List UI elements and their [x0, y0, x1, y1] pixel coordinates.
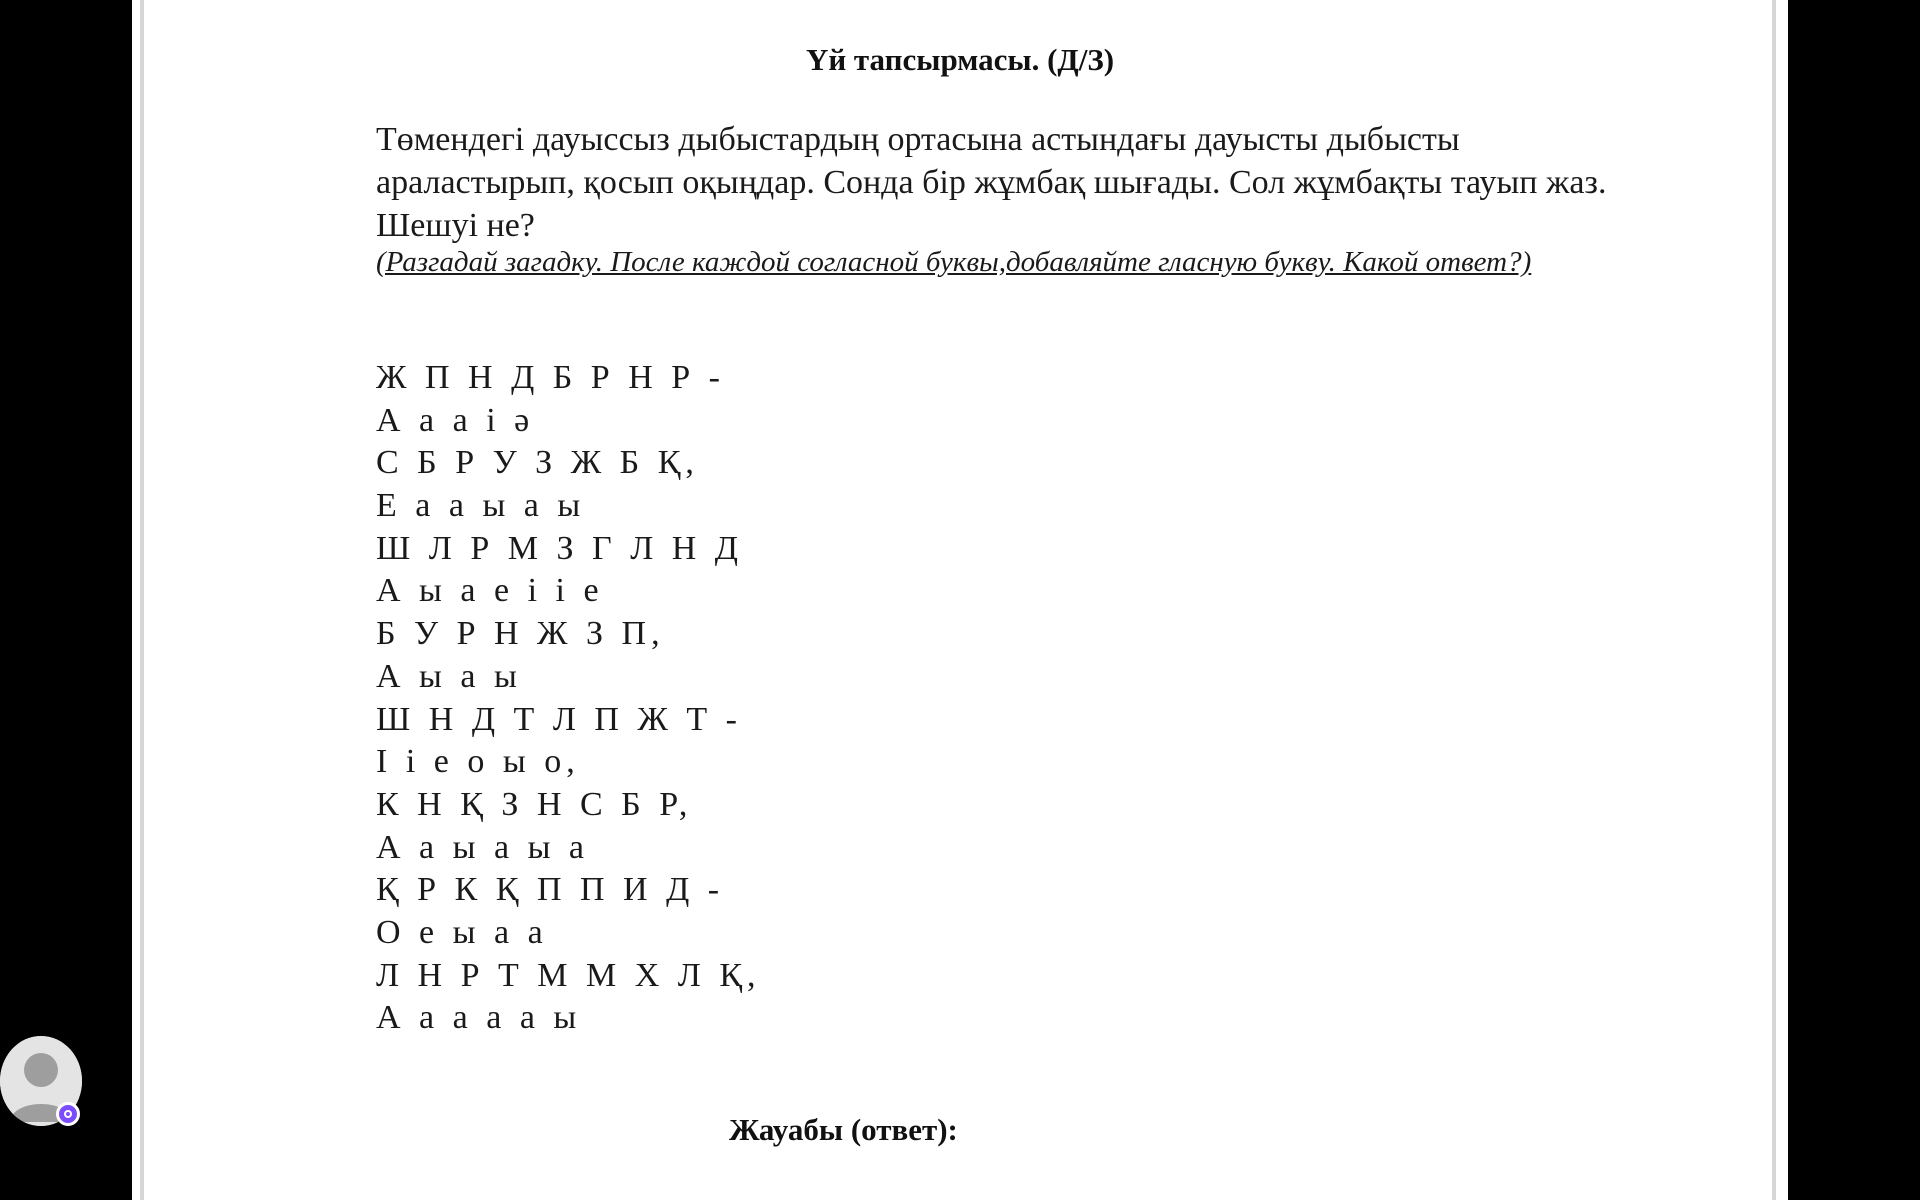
page-border-left [140, 0, 144, 1200]
puzzle-consonants-line: Л Н Р Т М М Х Л Қ, [376, 956, 761, 994]
answer-label: Жауабы (ответ): [729, 1112, 958, 1147]
status-badge-icon [56, 1102, 80, 1126]
puzzle-consonants-line: С Б Р У З Ж Б Қ, [376, 444, 699, 482]
puzzle-vowels-line: І і е о ы о, [376, 743, 580, 781]
puzzle-vowels-line: А ы а е і і е [376, 572, 604, 610]
puzzle-vowels-line: О е ы а а [376, 913, 548, 951]
puzzle-consonants-line: Ш Л Р М З Г Л Н Д [376, 529, 743, 567]
puzzle-consonants-line: Қ Р К Қ П П И Д - [376, 871, 725, 909]
puzzle-consonants-line: Б У Р Н Ж З П, [376, 615, 665, 653]
puzzle-vowels-line: А а ы а ы а [376, 828, 590, 866]
puzzle-consonants-line: Ш Н Д Т Л П Ж Т - [376, 700, 742, 738]
puzzle-letter-list [376, 357, 761, 1040]
puzzle-vowels-line: А а а і ә [376, 401, 535, 439]
puzzle-consonants-line: К Н Қ З Н С Б Р, [376, 785, 693, 823]
puzzle-vowels-line: Е а а ы а ы [376, 487, 586, 525]
document-title: Үй тапсырмасы. (Д/З) [805, 42, 1115, 77]
puzzle-consonants-line: Ж П Н Д Б Р Н Р - [376, 359, 725, 396]
page-border-right [1772, 0, 1776, 1200]
puzzle-vowels-line: А а а а а ы [376, 999, 582, 1037]
instruction-kazakh: Төмендегі дауыссыз дыбыстардың ортасына астындағы дауысты дыбысты араластырып, қосып оқыңдар. Сонда бір жұмбақ шығады. Сол жұмбақты тауып жаз. Шешуі не? [376, 121, 1607, 244]
puzzle-vowels-line: А ы а ы [376, 657, 522, 695]
instruction-russian: (Разгадай загадку. После каждой согласной буквы,добавляйте гласную букву. Какой ответ?) [376, 246, 1532, 278]
